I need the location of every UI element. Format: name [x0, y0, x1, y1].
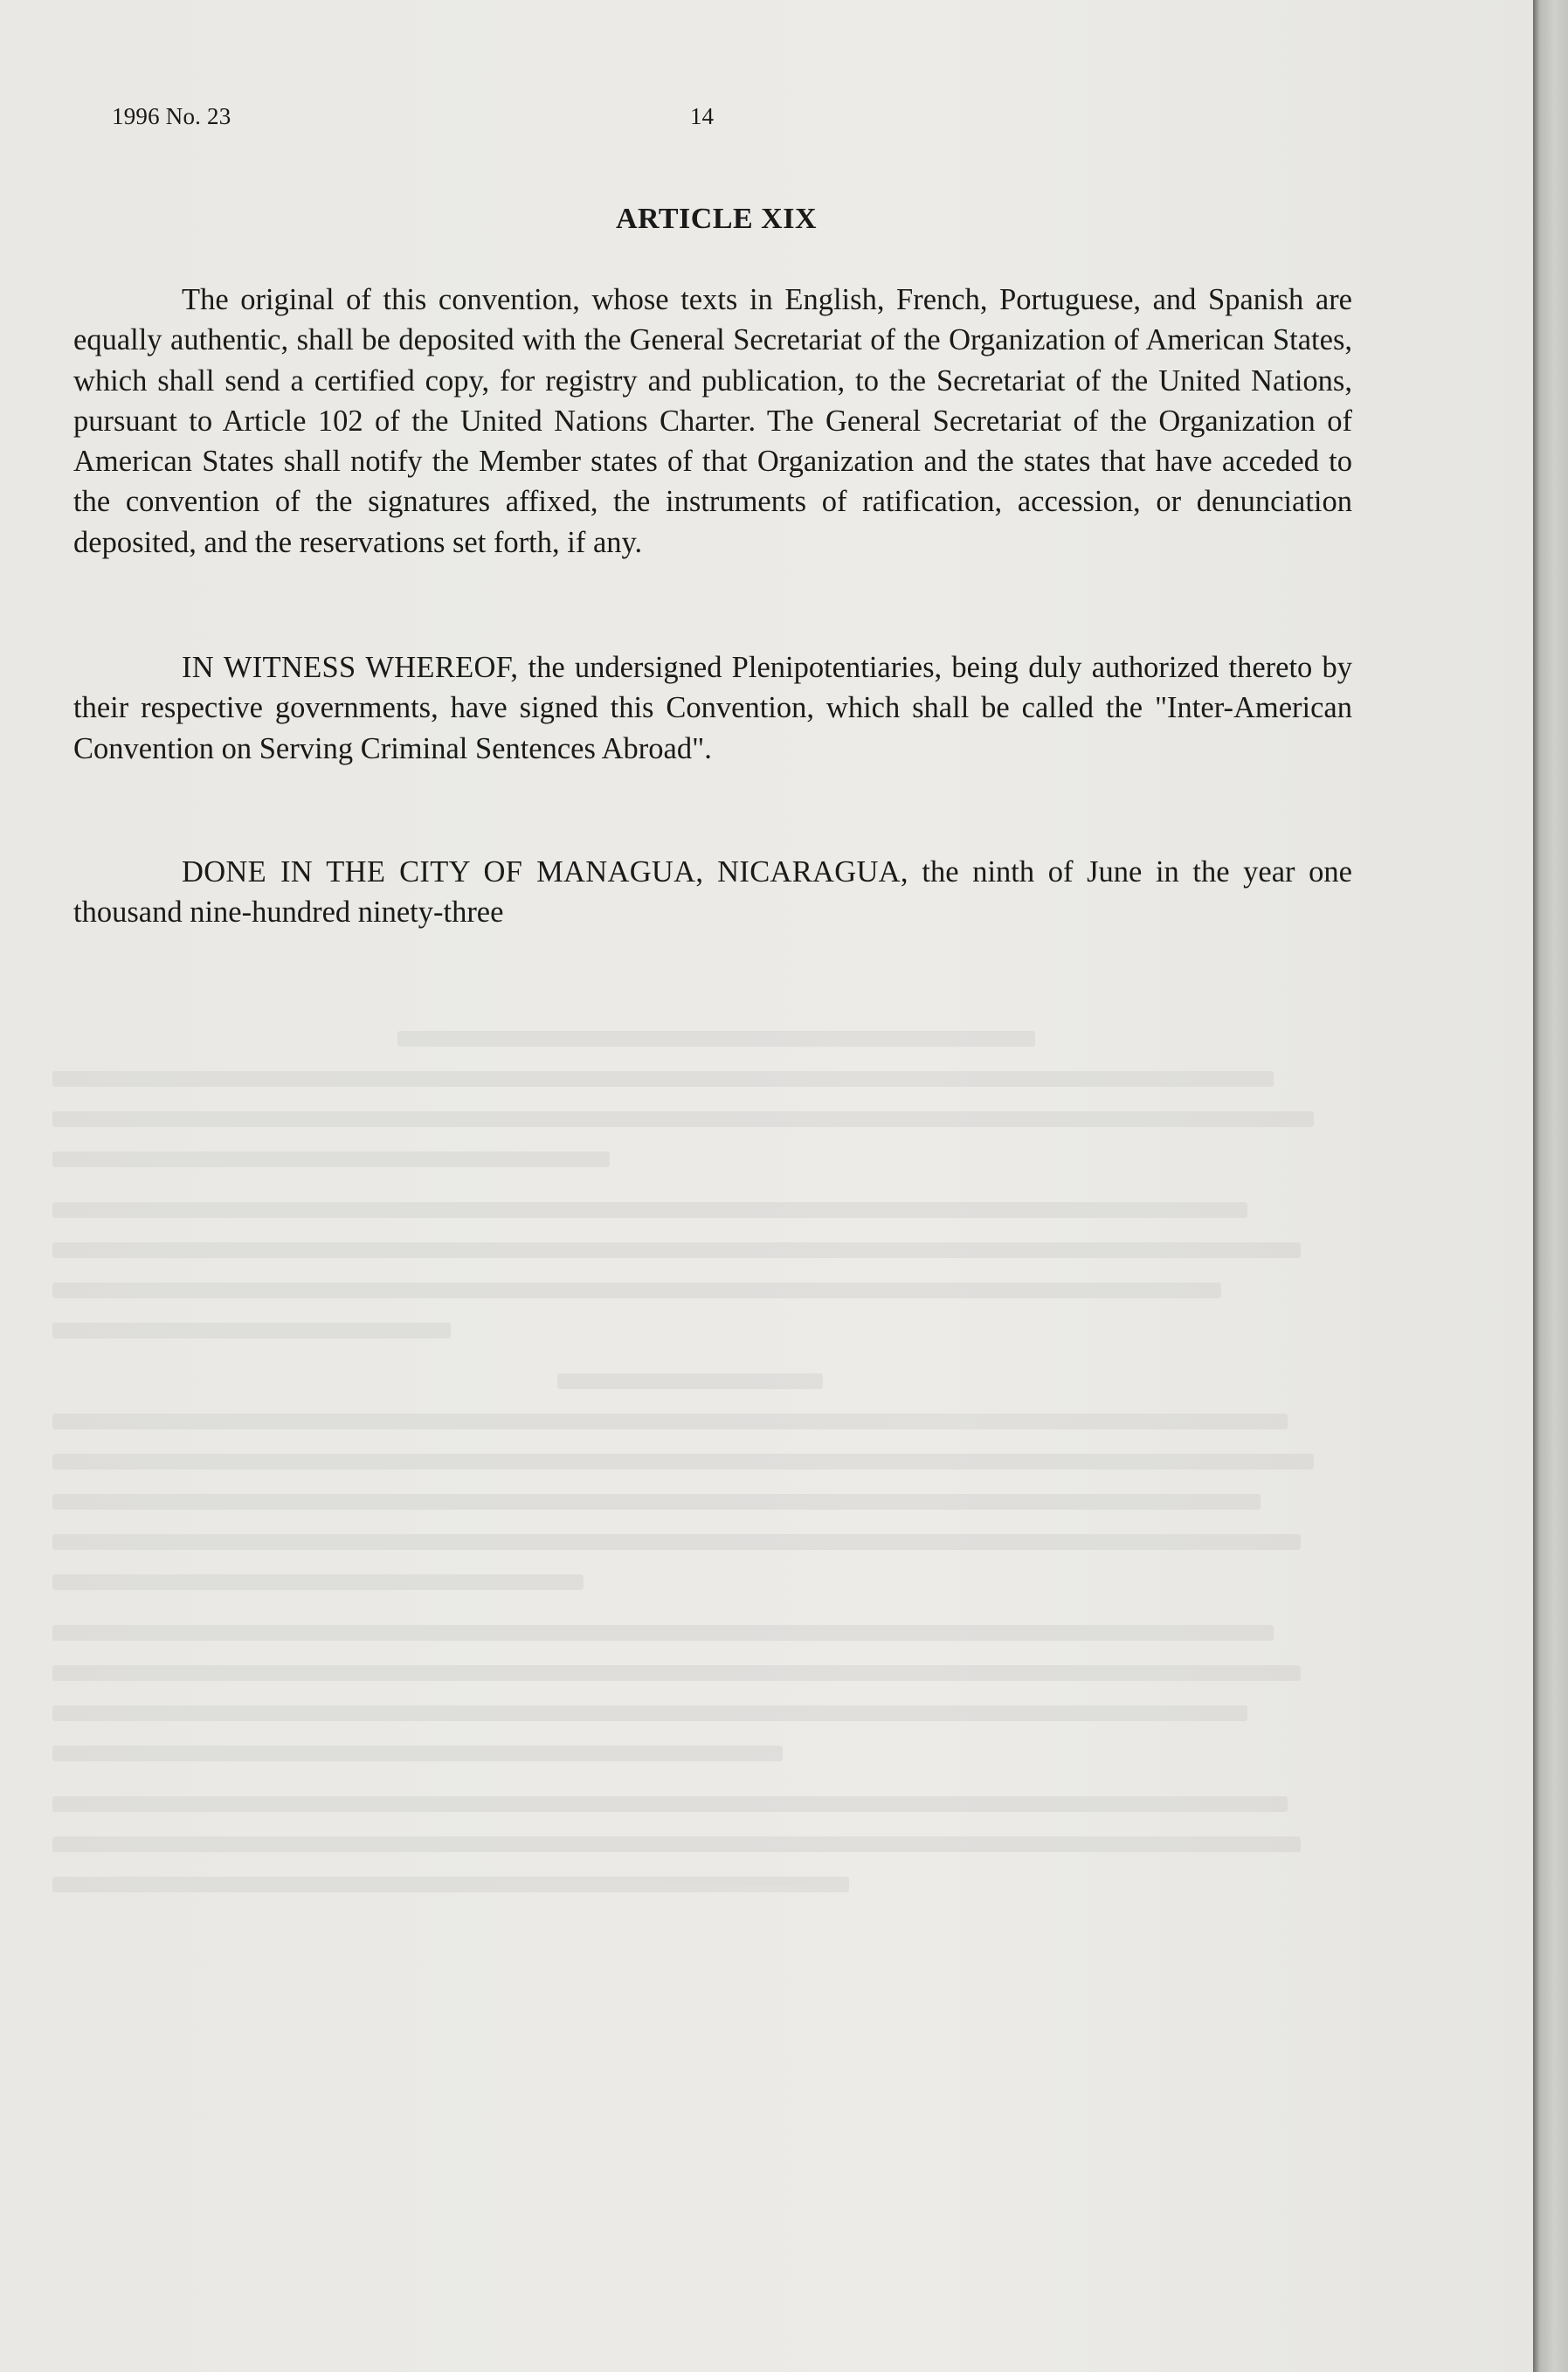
paragraph-text: the undersigned Plenipotentiaries, being duly authorized thereto by their respective governments, have signed this Convention, which shall be called the "Inter-American Convention on Serving Criminal Sentences Abroad".: [73, 651, 1352, 765]
document-number: 1996 No. 23: [112, 103, 231, 129]
reverse-page-bleed-through: [52, 1031, 1380, 2272]
paragraph-lead: IN WITNESS WHEREOF,: [182, 651, 519, 684]
paragraph-lead: DONE IN THE CITY OF MANAGUA, NICARAGUA,: [182, 855, 908, 889]
article-heading: ARTICLE XIX: [615, 203, 818, 235]
paragraph-done-in-managua: [73, 852, 1352, 933]
paragraph-text: the ninth of June in the year one thousand nine-hundred ninety-three: [73, 855, 1352, 930]
paragraph-deposit-of-original: [73, 280, 1352, 563]
paragraph-text: The original of this convention, whose texts in English, French, Portuguese, and Spanish are equally authentic, shall be deposited with the General Secretariat of the Organization of American States, which shall send a certified copy, for registry and publication, to the Secretariat of the United Nations, pursuant to Article 102 of the United Nations Charter. The General Secretariat of the Organization of American States shall notify the Member states of that Organization and the states that have acceded to the convention of the signatures affixed, the instruments of ratification, accession, or denunciation deposited, and the reservations set forth, if any.: [73, 283, 1352, 559]
paragraph-in-witness-whereof: [73, 647, 1352, 769]
page-number: 14: [690, 103, 714, 129]
page-edge: [1533, 0, 1568, 2372]
